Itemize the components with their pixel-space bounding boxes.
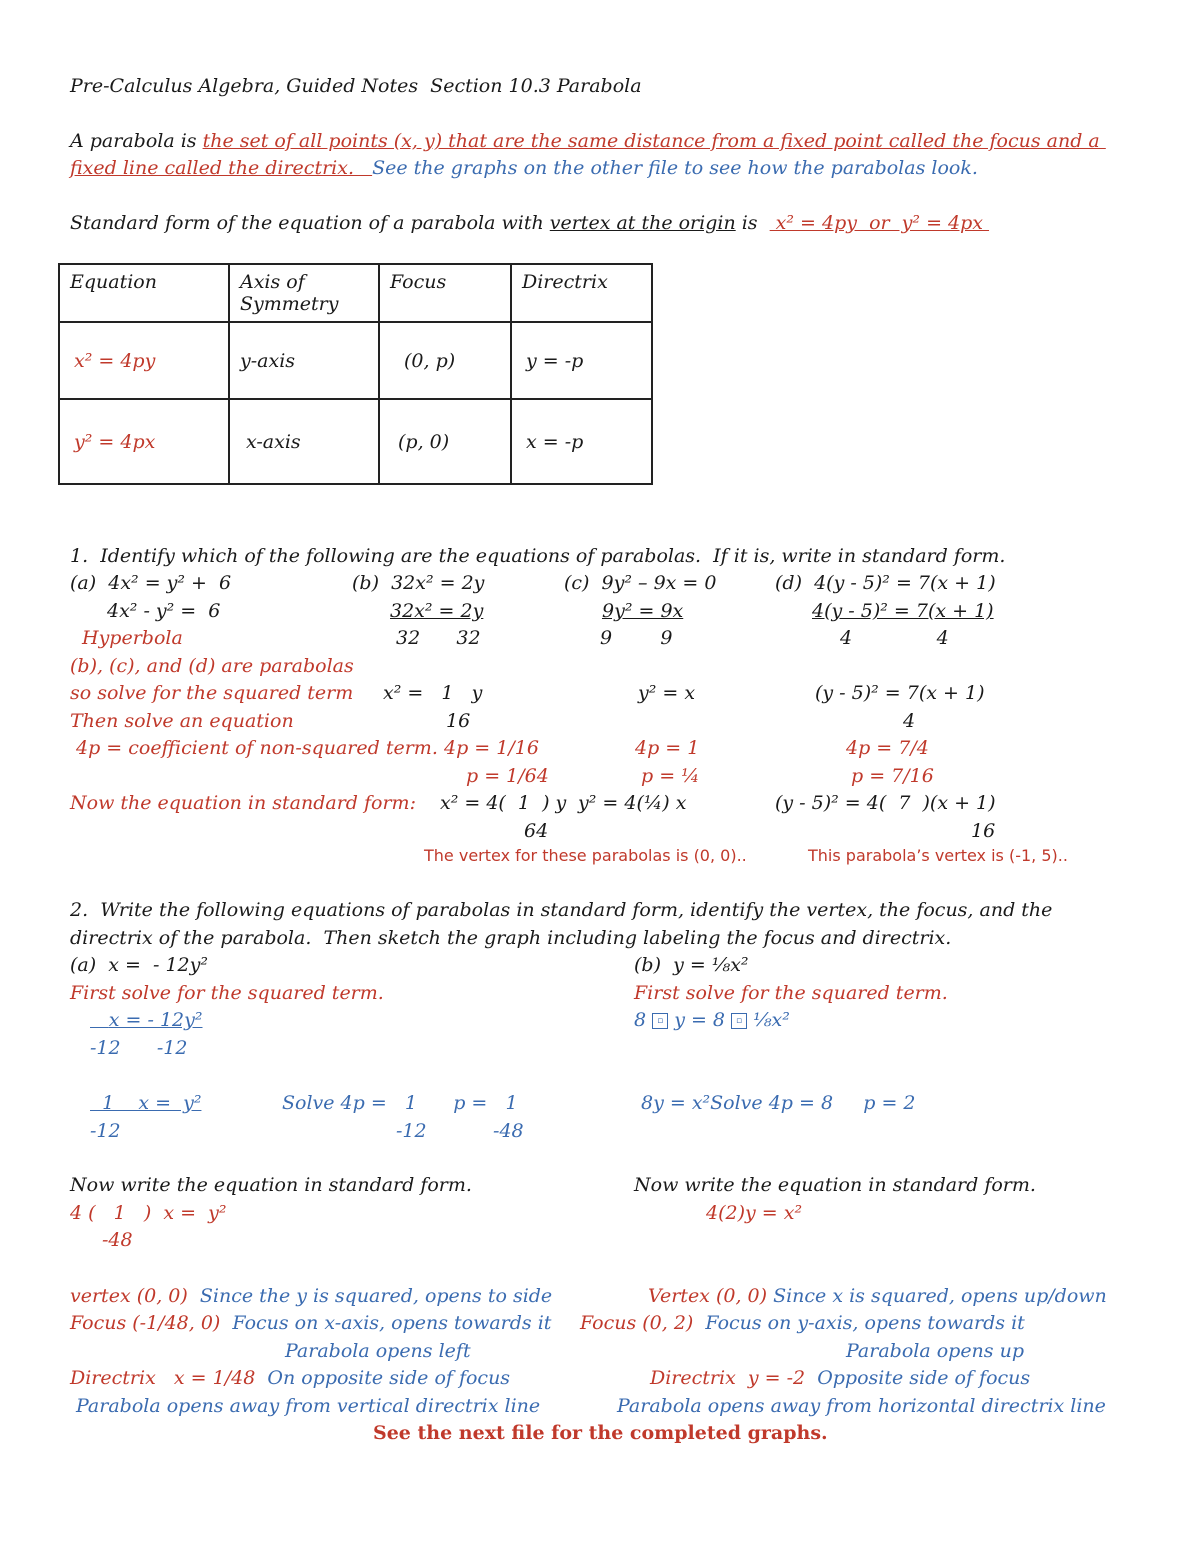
q2-a: (a) x = - 12y² xyxy=(70,954,208,976)
q1-b-den: 16 xyxy=(446,710,471,732)
q1-b-standard: x² = 4( 1 ) y xyxy=(440,792,567,814)
q1-c-4p: 4p = 1 xyxy=(635,737,700,759)
q1-d-den: 4 xyxy=(903,710,916,732)
q2-a-standard-den: -48 xyxy=(102,1229,133,1251)
q2-a-vertex-note: Since the y is squared, opens to side xyxy=(187,1285,553,1307)
standard-answer: x² = 4py or y² = 4px xyxy=(769,212,990,234)
cell-focus: (p, 0) xyxy=(379,399,511,484)
q2-b-vertex xyxy=(648,1287,1107,1306)
standard-form-line xyxy=(70,214,989,233)
q2-prompt-1: 2. Write the following equations of parabolas in standard form, identify the vertex, the focus, and the xyxy=(70,899,1053,921)
q1-d-solved: (y - 5)² = 7(x + 1) xyxy=(815,682,985,704)
q1-remark-4: 4p = coefficient of non-squared term. xyxy=(76,737,438,759)
q1-prompt: 1. Identify which of the following are the equations of parabolas. If it is, write in standard form. xyxy=(70,545,1006,567)
q2-a-solve-den: -12 -48 xyxy=(396,1120,524,1142)
cell-equation: y² = 4px xyxy=(59,399,229,484)
q2-b-step2: 8y = x²Solve 4p = 8 p = 2 xyxy=(641,1092,916,1114)
header-focus: Focus xyxy=(379,264,511,322)
q2-b-step1 xyxy=(634,1011,790,1030)
q1-d-standard-den: 16 xyxy=(971,820,996,842)
q2-a-focus-note: Focus on x-axis, opens towards it xyxy=(220,1312,552,1334)
q2-a-solve: Solve 4p = 1 p = 1 xyxy=(282,1092,518,1114)
q1-b-solved: x² = 1 y xyxy=(383,682,483,704)
q1-remark-1: (b), (c), and (d) are parabolas xyxy=(70,655,354,677)
header-equation: Equation xyxy=(59,264,229,322)
q2-b-directrix-label: Directrix y = -2 xyxy=(650,1367,806,1389)
cell-directrix: x = -p xyxy=(511,399,652,484)
q2-b-opens: Parabola opens up xyxy=(846,1340,1024,1362)
q2-a-step2 xyxy=(90,1094,201,1113)
definition-note: See the graphs on the other file to see how the parabolas look. xyxy=(372,157,978,179)
q1-remark-5: Now the equation in standard form: xyxy=(70,792,416,814)
header-axis: Axis of Symmetry xyxy=(229,264,379,322)
q2-b-focus-note: Focus on y-axis, opens towards it xyxy=(693,1312,1025,1334)
q1-remark-2: so solve for the squared term xyxy=(70,682,354,704)
q1-c-p: p = ¼ xyxy=(641,765,700,787)
q2-a-opens: Parabola opens left xyxy=(285,1340,471,1362)
page-title: Pre-Calculus Algebra, Guided Notes Section 10.3 Parabola xyxy=(70,75,642,97)
q2-b-directrix-note: Opposite side of focus xyxy=(805,1367,1031,1389)
cell-focus: (0, p) xyxy=(379,322,511,399)
placeholder-box-icon: ▫ xyxy=(652,1013,668,1029)
q1-remark-3: Then solve an equation xyxy=(70,710,294,732)
q1-c-standard: y² = 4(¼) x xyxy=(578,792,687,814)
q2-a-focus xyxy=(70,1314,551,1333)
q1-d-p: p = 7/16 xyxy=(851,765,934,787)
q1-b-4p: 4p = 1/16 xyxy=(444,737,539,759)
definition-line-2 xyxy=(70,159,978,178)
q1-vertex-note-1: The vertex for these parabolas is (0, 0).. xyxy=(424,846,747,865)
q2-b-standard: 4(2)y = x² xyxy=(706,1202,803,1224)
q2-b-step1-c: ⅛x² xyxy=(753,1009,790,1031)
table-row xyxy=(59,399,652,484)
q1-a-step: 4x² - y² = 6 xyxy=(107,600,221,622)
q2-b-vertex-label: Vertex (0, 0) xyxy=(648,1285,768,1307)
q2-a-standard: 4 ( 1 ) x = y² xyxy=(70,1202,227,1224)
q1-c: (c) 9y² – 9x = 0 xyxy=(564,572,717,594)
cell-equation: x² = 4py xyxy=(59,322,229,399)
q2-b-now: Now write the equation in standard form. xyxy=(634,1174,1036,1196)
q2-a-focus-label: Focus (-1/48, 0) xyxy=(70,1312,221,1334)
q2-prompt-2: directrix of the parabola. Then sketch the graph including labeling the focus and directrix. xyxy=(70,927,952,949)
q1-b-standard-den: 64 xyxy=(524,820,549,842)
q2-b-directrix xyxy=(650,1369,1030,1388)
q2-a-now: Now write the equation in standard form. xyxy=(70,1174,472,1196)
cell-axis: x-axis xyxy=(229,399,379,484)
q2-b-focus-label: Focus (0, 2) xyxy=(580,1312,694,1334)
q1-vertex-note-2: This parabola’s vertex is (-1, 5).. xyxy=(808,846,1068,865)
table-row xyxy=(59,322,652,399)
q2-a-away: Parabola opens away from vertical directrix line xyxy=(76,1395,541,1417)
q2-a-step1-text: x = - 12y² xyxy=(108,1009,203,1031)
header-directrix: Directrix xyxy=(511,264,652,322)
q2-a-step2-den: -12 xyxy=(90,1120,121,1142)
q1-d-standard: (y - 5)² = 4( 7 )(x + 1) xyxy=(775,792,996,814)
q2-b-step1-b: y = 8 xyxy=(674,1009,726,1031)
parabola-table xyxy=(58,263,653,485)
q1-b-denominators: 32 32 xyxy=(396,627,481,649)
footer-note: See the next file for the completed graphs. xyxy=(373,1422,828,1444)
definition-text-1: the set of all points (x, y) that are the same distance from a fixed point called the focus and a xyxy=(202,130,1106,152)
definition-line-1 xyxy=(70,132,1106,151)
q2-a-directrix-note: On opposite side of focus xyxy=(255,1367,511,1389)
q2-a-directrix-label: Directrix x = 1/48 xyxy=(70,1367,256,1389)
standard-pre: Standard form of the equation of a parabola with xyxy=(70,212,550,234)
q1-b-step: 32x² = 2y xyxy=(390,600,484,622)
cell-axis: y-axis xyxy=(229,322,379,399)
placeholder-box-icon: ▫ xyxy=(731,1013,747,1029)
q2-a-step1-den: -12 -12 xyxy=(90,1037,188,1059)
definition-text-2: fixed line called the directrix. xyxy=(70,157,373,179)
q1-c-solved: y² = x xyxy=(638,682,696,704)
q2-a-directrix xyxy=(70,1369,510,1388)
q1-b-p: p = 1/64 xyxy=(466,765,549,787)
q2-a-vertex xyxy=(70,1287,552,1306)
q1-a: (a) 4x² = y² + 6 xyxy=(70,572,232,594)
standard-vertex: vertex at the origin xyxy=(549,212,736,234)
q1-d-denominators: 4 4 xyxy=(840,627,949,649)
q2-b-focus xyxy=(580,1314,1025,1333)
q2-b-step1-a: 8 xyxy=(634,1009,647,1031)
q2-b-vertex-note: Since x is squared, opens up/down xyxy=(767,1285,1107,1307)
q2-b-first: First solve for the squared term. xyxy=(634,982,948,1004)
definition-lead: A parabola is xyxy=(70,130,203,152)
cell-directrix: y = -p xyxy=(511,322,652,399)
q1-b: (b) 32x² = 2y xyxy=(352,572,485,594)
q2-a-step1 xyxy=(90,1011,203,1030)
table-header-row xyxy=(59,264,652,322)
q2-a-step2-text: 1 x = y² xyxy=(90,1092,202,1114)
standard-is: is xyxy=(735,212,770,234)
q1-d-4p: 4p = 7/4 xyxy=(846,737,929,759)
q1-a-result: Hyperbola xyxy=(82,627,183,649)
q2-a-first: First solve for the squared term. xyxy=(70,982,384,1004)
q2-b: (b) y = ⅛x² xyxy=(634,954,749,976)
q1-d-step: 4(y - 5)² = 7(x + 1) xyxy=(812,600,994,622)
q1-c-step: 9y² = 9x xyxy=(602,600,684,622)
q2-a-vertex-label: vertex (0, 0) xyxy=(70,1285,188,1307)
q1-c-denominators: 9 9 xyxy=(600,627,673,649)
q1-d: (d) 4(y - 5)² = 7(x + 1) xyxy=(775,572,996,594)
q2-b-away: Parabola opens away from horizontal directrix line xyxy=(617,1395,1106,1417)
